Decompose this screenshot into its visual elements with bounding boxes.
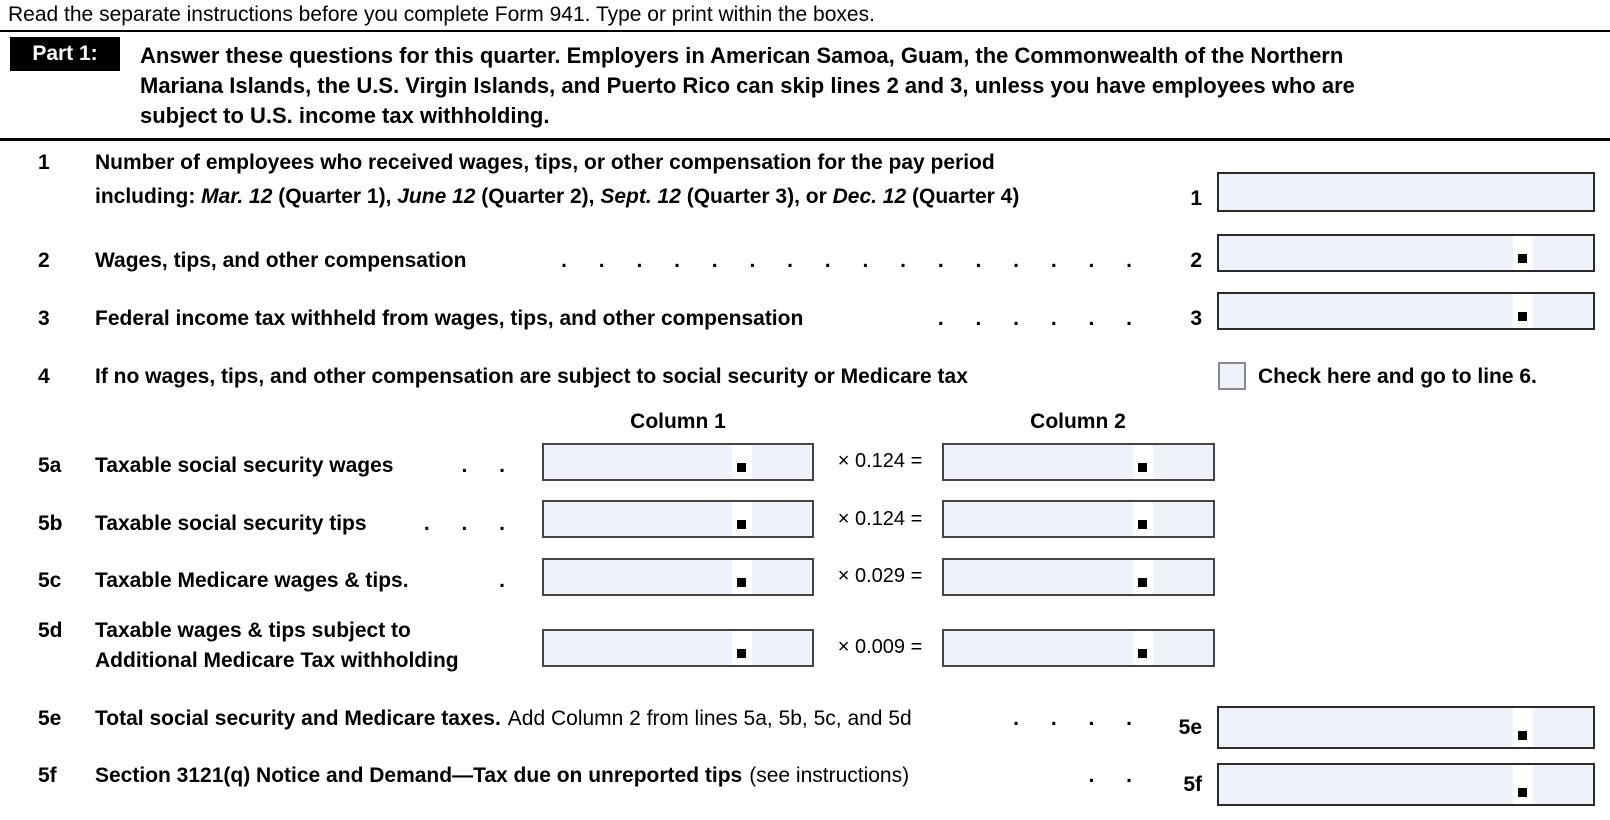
line5d-description-1: Taxable wages & tips subject to: [95, 619, 411, 642]
line5f-number: 5f: [38, 764, 57, 787]
line1-description-2: including: Mar. 12 (Quarter 1), June 12 (Quarter 2), Sept. 12 (Quarter 3), or Dec. 12 (Quarter 4): [95, 185, 1020, 208]
line5e-description: Total social security and Medicare taxes. Add Column 2 from lines 5a, 5b, 5c, and 5d: [95, 707, 912, 730]
line4-checkbox-label: Check here and go to line 6.: [1258, 365, 1537, 388]
cents-separator: [1513, 294, 1533, 328]
line5f-description: Section 3121(q) Notice and Demand—Tax due on unreported tips (see instructions): [95, 764, 910, 787]
line2-box-number: 2: [1190, 249, 1202, 272]
part1-heading-line2: Mariana Islands, the U.S. Virgin Islands, and Puerto Rico can skip lines 2 and 3, unless you have employees who are: [140, 73, 1355, 98]
decimal-point-square: [1138, 520, 1147, 529]
decimal-point-square: [1138, 649, 1147, 658]
part1-heading-line3: subject to U.S. income tax withholding.: [140, 103, 550, 128]
line5d-col2-input[interactable]: [942, 629, 1215, 667]
line5c-description: Taxable Medicare wages & tips.: [95, 569, 409, 592]
line1-count-input[interactable]: [1217, 172, 1595, 212]
decimal-point-square: [737, 578, 746, 587]
decimal-point-square: [737, 463, 746, 472]
cents-separator: [1133, 631, 1153, 665]
line5d-description-2: Additional Medicare Tax withholding: [95, 649, 459, 672]
dot-leader: . .: [461, 454, 505, 477]
line5c-col2-input[interactable]: [942, 558, 1215, 596]
decimal-point-square: [737, 649, 746, 658]
cents-separator: [1513, 708, 1533, 747]
line3-box-number: 3: [1190, 307, 1202, 330]
line5b-col2-input[interactable]: [942, 500, 1215, 538]
line4-number: 4: [38, 365, 50, 388]
cents-separator: [732, 560, 752, 594]
cents-separator: [732, 631, 752, 665]
dot-leader: . .: [1088, 764, 1132, 787]
decimal-point-square: [1518, 788, 1527, 797]
decimal-point-square: [1518, 731, 1527, 740]
line3-description: Federal income tax withheld from wages, tips, and other compensation: [95, 307, 804, 330]
line5a-number: 5a: [38, 454, 62, 477]
line5b-multiplier: × 0.124 =: [837, 508, 923, 530]
line5b-description: Taxable social security tips: [95, 512, 367, 535]
line5a-col2-input[interactable]: [942, 443, 1215, 481]
line5d-col1-input[interactable]: [542, 629, 814, 667]
line5c-col1-input[interactable]: [542, 558, 814, 596]
line5d-number: 5d: [38, 619, 63, 642]
dot-leader: . . . .: [1013, 707, 1132, 730]
divider: [0, 30, 1610, 32]
line4-description: If no wages, tips, and other compensation are subject to social security or Medicare tax: [95, 365, 968, 388]
part1-heading: [140, 41, 1355, 131]
line5e-number: 5e: [38, 707, 62, 730]
line5f-box-number: 5f: [1183, 773, 1202, 796]
line5a-col1-input[interactable]: [542, 443, 814, 481]
line5c-multiplier: × 0.029 =: [837, 565, 923, 587]
dot-leader: . . .: [423, 512, 505, 535]
line5b-number: 5b: [38, 512, 63, 535]
decimal-point-square: [1518, 254, 1527, 263]
line5a-description: Taxable social security wages: [95, 454, 394, 477]
line1-box-number: 1: [1190, 187, 1202, 210]
dot-leader: .: [499, 569, 505, 592]
line4-checkbox[interactable]: [1218, 362, 1246, 390]
line3-number: 3: [38, 307, 50, 330]
line5e-box-number: 5e: [1178, 716, 1202, 739]
cents-separator: [732, 502, 752, 536]
cents-separator: [1133, 445, 1153, 479]
line5b-col1-input[interactable]: [542, 500, 814, 538]
line1-description-1: Number of employees who received wages, tips, or other compensation for the pay period: [95, 151, 995, 174]
column1-header: Column 1: [630, 410, 726, 433]
line2-description: Wages, tips, and other compensation: [95, 249, 467, 272]
part1-heading-line1: Answer these questions for this quarter. Employers in American Samoa, Guam, the Commonwealth of the Northern: [140, 43, 1344, 68]
decimal-point-square: [1518, 312, 1527, 321]
dot-leader: . . . . . .: [937, 307, 1132, 330]
cents-separator: [1513, 236, 1533, 270]
decimal-point-square: [1138, 463, 1147, 472]
line5a-multiplier: × 0.124 =: [837, 450, 923, 472]
decimal-point-square: [1138, 578, 1147, 587]
decimal-point-square: [737, 520, 746, 529]
cents-separator: [1133, 560, 1153, 594]
line5e-amount-input[interactable]: [1217, 706, 1595, 749]
dot-leader: . . . . . . . . . . . . . . . .: [561, 249, 1132, 272]
line5c-number: 5c: [38, 569, 62, 592]
line2-number: 2: [38, 249, 50, 272]
line1-number: 1: [38, 151, 50, 174]
cents-separator: [732, 445, 752, 479]
line5f-amount-input[interactable]: [1217, 763, 1595, 806]
cents-separator: [1133, 502, 1153, 536]
divider: [0, 138, 1610, 141]
line5d-multiplier: × 0.009 =: [837, 636, 923, 658]
column2-header: Column 2: [1030, 410, 1126, 433]
line3-amount-input[interactable]: [1217, 292, 1595, 330]
form-top-instruction: Read the separate instructions before you complete Form 941. Type or print within the boxes.: [8, 3, 875, 26]
cents-separator: [1513, 765, 1533, 804]
part1-label: Part 1:: [10, 37, 120, 71]
line2-amount-input[interactable]: [1217, 234, 1595, 272]
